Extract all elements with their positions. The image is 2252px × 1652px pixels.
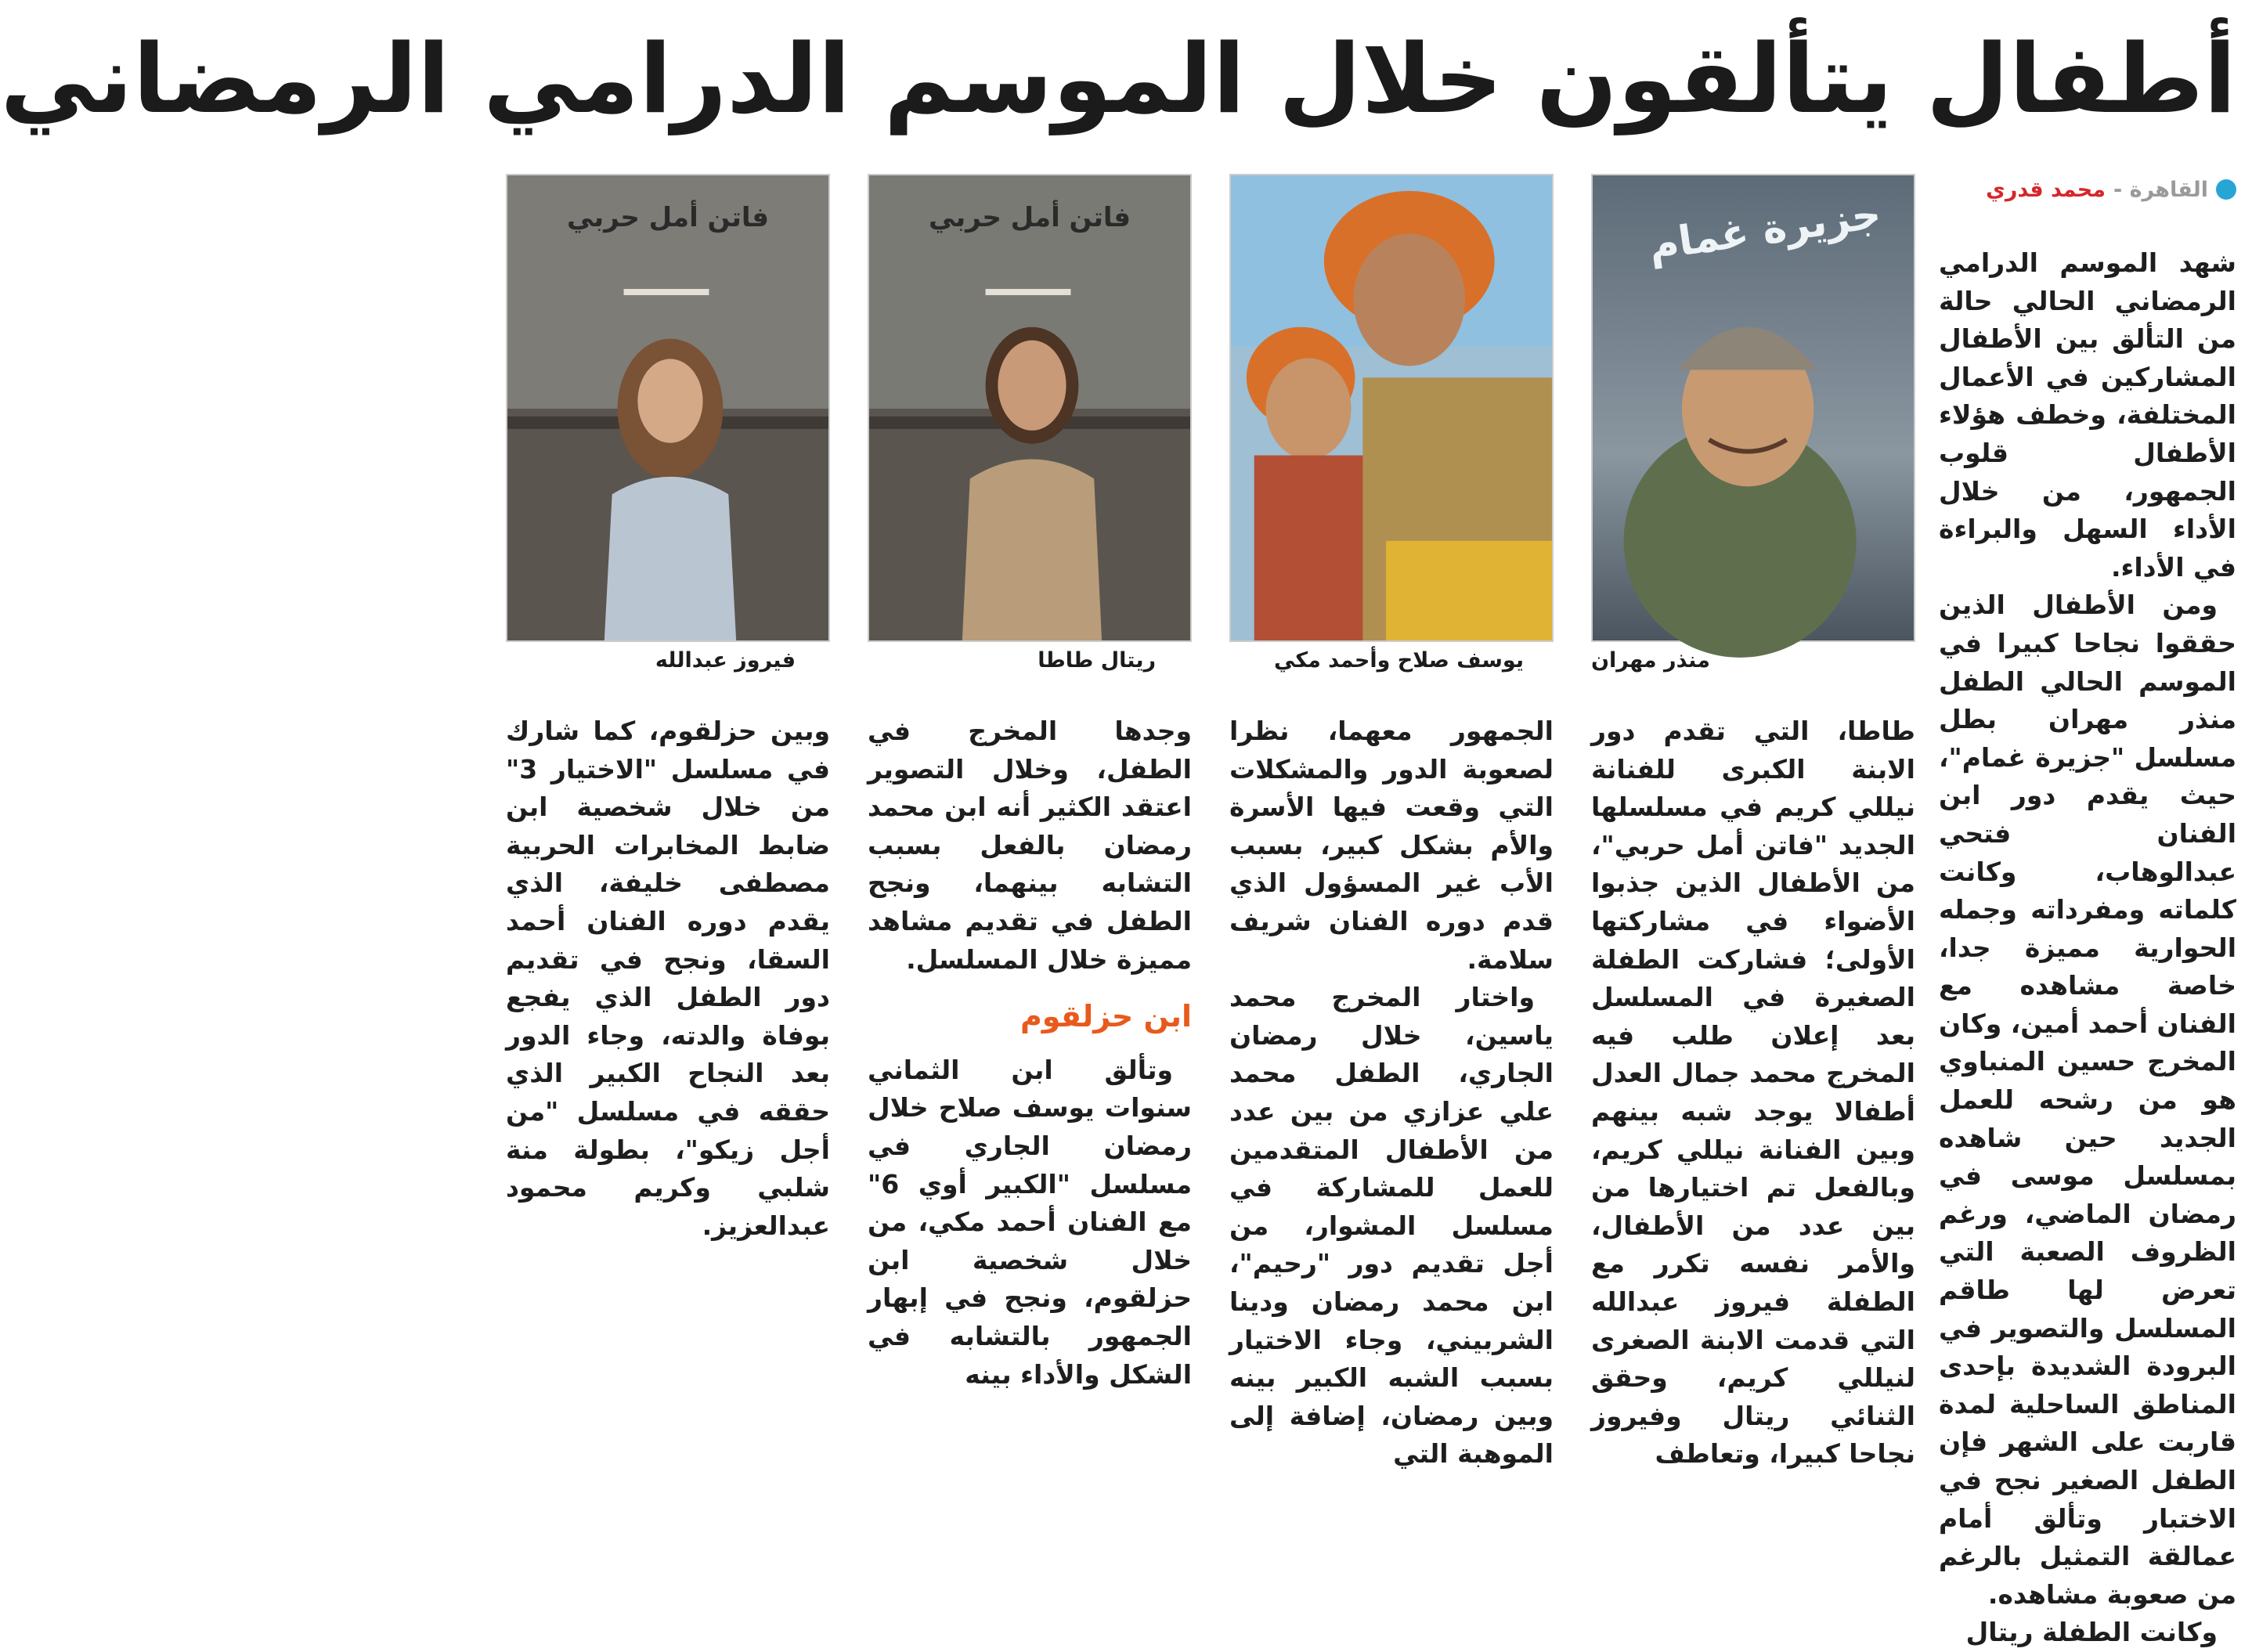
poster-title-faten-amal-harby: فاتن أمل حربي [567,202,769,233]
paragraph: وتألق ابن الثماني سنوات يوسف صلاح خلال رمضان الجاري في مسلسل "الكبير أوي 6" مع الفنان أحمد مكي، من خلال شخصية ابن حزلقوم، ونجح في إبهار الجمهور بالتشابه في الشكل والأداء بينه [868,1054,1192,1390]
photo-youssef-salah-ahmed-mekky [1229,174,1554,642]
paragraph: واختار المخرج محمد ياسين، خلال رمضان الجاري، الطفل محمد علي عزازي من بين عدد من الأطفال المتقدمين للعمل للمشاركة في مسلسل المشوار، من أجل تقديم دور "رحيم"، ابن محمد رمضان ودينا الشربيني، وجاء الاختيار بسبب الشبه الكبير بينه وبين رمضان، إضافة إلى الموهبة التي [1229,982,1554,1470]
paragraph: وكانت الطفلة ريتال [1965,1617,2218,1648]
paragraph: وبين حزلقوم، كما شارك في مسلسل "الاختيار 3" من خلال شخصية ابن ضابط المخابرات الحربية مصطفى خليفة، الذي يقدم دوره الفنان أحمد السقا، ونجح في تقديم دور الطفل الذي يفجع بوفاة والدته، وجاء الدور بعد النجاح الكبير الذي حققه في مسلسل "من أجل زيكو"، بطولة منة شلبي وكريم محمود عبدالعزيز. [506,716,830,1241]
paragraph: الجمهور معهما، نظرا لصعوبة الدور والمشكلات التي وقعت فيها الأسرة والأم بشكل كبير، بسبب الأب غير المسؤول الذي قدم دوره الفنان شريف سلامة. [1229,716,1554,975]
paragraph: ومن الأطفال الذين حققوا نجاحا كبيرا في الموسم الحالي الطفل منذر مهران بطل مسلسل "جزيرة غمام"، حيث يقدم دور ابن الفنان فتحي عبدالوهاب، وكانت كلماته ومفرداته وجمله الحوارية مميزة جدا، خاصة مشاهده مع الفنان أحمد أمين، وكان المخرج حسين المنباوي هو من رشحه للعمل الجديد حين شاهده بمسلسل موسى في رمضان الماضي، ورغم الظروف الصعبة التي تعرض لها طاقم المسلسل والتصوير في البرودة الشديدة بإحدى المناطق الساحلية لمدة قاربت على الشهر فإن الطفل الصغير نجح في الاختبار وتألق أمام عمالقة التمثيل بالرغم من صعوبة مشاهده. [1939,590,2236,1610]
article-column-4 [868,712,1192,1390]
article-column-3 [1229,712,1554,1470]
paragraph: شهد الموسم الدرامي الرمضاني الحالي حالة من التألق بين الأطفال المشاركين في الأعمال المختلفة، وخطف هؤلاء الأطفال قلوب الجمهور، من خلال الأداء السهل والبراءة في الأداء. [1939,247,2236,583]
paragraph: وجدها المخرج في الطفل، وخلال التصوير اعتقد الكثير أنه ابن محمد رمضان بالفعل بسبب التشابه بينهما، ونجح الطفل في تقديم مشاهد مميزة خلال المسلسل. [868,716,1192,975]
poster-title-faten-amal-harby: فاتن أمل حربي [929,202,1131,233]
caption-rital-tata: ريتال طاطا [1038,648,1156,673]
byline-author: محمد قدري [1986,177,2106,202]
photo-fairouz-abdallah [506,174,830,642]
article-column-2 [1591,712,1915,1470]
photo-monzer-mahran [1591,174,1915,642]
article-column-1 [1939,244,2236,1648]
subheading-ibn-hazalqoum: ابن حزلقوم [1020,999,1192,1034]
headline: أطفال يتألقون خلال الموسم الدرامي الرمضاني [0,23,2236,135]
poster-title-jazirat-ghamam: جزيرة غمام [1646,190,1884,270]
article-column-5 [506,712,830,1354]
caption-youssef-ahmed: يوسف صلاح وأحمد مكي [1274,648,1524,673]
caption-monzer-mahran: منذر مهران [1591,648,1710,673]
paragraph: طاطا، التي تقدم دور الابنة الكبرى للفنانة نيللي كريم في مسلسلها الجديد "فاتن أمل حربي"، من الأطفال الذين جذبوا الأضواء في مشاركتها الأولى؛ فشاركت الطفلة الصغيرة في المسلسل بعد إعلان طلب فيه المخرج محمد جمال العدل أطفالا يوجد شبه بينهم وبين الفنانة نيللي كريم، وبالفعل تم اختيارها من بين عدد من الأطفال، والأمر نفسه تكرر مع الطفلة فيروز عبدالله التي قدمت الابنة الصغرى لنيللي كريم، وحقق الثنائي ريتال وفيروز نجاحا كبيرا، وتعاطف [1591,716,1915,1470]
photo-rital-tata [868,174,1192,642]
byline-bullet-icon [2216,179,2236,200]
byline [1939,174,2236,205]
caption-fairouz-abdallah: فيروز عبدالله [655,648,796,673]
byline-place: القاهرة - [2113,177,2208,202]
